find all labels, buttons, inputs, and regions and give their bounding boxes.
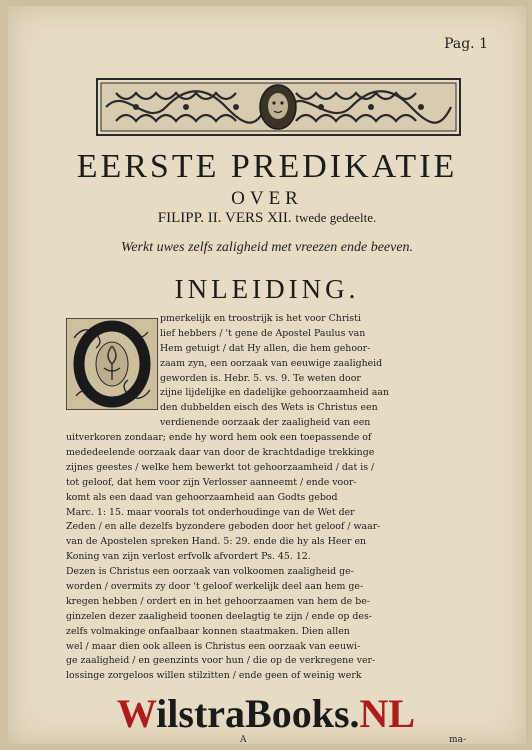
watermark-part1: W xyxy=(116,691,157,736)
page-number: Pag. 1 xyxy=(444,36,488,52)
text-line: kregen hebben / ordert en in het gehoorzaamen van hem de be- xyxy=(66,595,370,607)
text-line: Marc. 1: 15. maar voorals tot onderhoudinge van de Wet der xyxy=(66,506,355,518)
text-line: van de Apostelen spreken Hand. 5: 29. ende die hy als Heer en xyxy=(66,536,367,548)
text-line: Dezen is Christus een oorzaak van volkoomen zaaligheid ge- xyxy=(66,566,354,578)
text-line: Hem getuigt / dat Hy allen, die hem gehoor- xyxy=(160,342,371,354)
text-line: pmerkelijk en troostrijk is het voor Christi xyxy=(160,313,361,324)
text-line: zijne lijdelijke en dadelijke gehoorzaamheid aan xyxy=(160,387,389,399)
text-line: worden / overmits zy door 't geloof werkelijk deel aan hem ge- xyxy=(66,581,364,593)
text-line: Zeden / en alle dezelfs byzondere geboden door het geloof / waar- xyxy=(66,521,381,533)
reference-main: FILIPP. II. VERS XII. xyxy=(157,210,292,226)
text-line: Koning van zijn verlost erfvolk afvordert Ps. 45. 12. xyxy=(66,551,311,563)
text-line: tot geloof, dat hem voor zijn Verlosser aanneemt / ende voor- xyxy=(66,476,357,488)
verse-text: Werkt uwes zelfs zaligheid met vreezen ende beeven. xyxy=(120,240,414,255)
watermark-part2: ilstraBooks. xyxy=(156,691,360,736)
ornamental-headpiece xyxy=(96,78,461,136)
title-over: OVER xyxy=(231,188,303,209)
text-line: den dubbelden eisch des Wets is Christus een xyxy=(160,402,378,414)
text-line: ginzelen dezer zaaligheid toonen deelagtig te zijn / ende op des- xyxy=(66,610,372,622)
text-line: ge zaaligheid / en geenzints voor hun / die op de verkregene ver- xyxy=(66,655,376,667)
text-line: zelfs volmakinge onfaalbaar konnen staatmaken. Dien allen xyxy=(66,625,350,637)
text-line: wel / maar dien ook alleen is Christus een oorzaak van eeuwi- xyxy=(66,640,361,652)
text-line: lief hebbers / 't gene de Apostel Paulus van xyxy=(160,327,366,339)
text-line: verdienende oorzaak der zaaligheid van een xyxy=(160,417,371,429)
body-text xyxy=(66,312,480,684)
text-line: zijnes geestes / welke hem bewerkt tot gehoorzaamheid / dat is / xyxy=(66,461,375,473)
catchword: ma- xyxy=(449,735,466,745)
book-page xyxy=(8,6,526,744)
text-line: uitverkoren zondaar; ende hy word hem ook een toepassende of xyxy=(66,432,372,444)
sermon-title: EERSTE PREDIKATIE xyxy=(76,148,458,185)
signature-mark: A xyxy=(240,735,247,745)
watermark-part3: NL xyxy=(359,691,416,736)
text-line: lossinge zorgeloos willen stilzitten / ende geen of weinig werk xyxy=(66,670,362,682)
text-line: mededeelende oorzaak daar van door de krachtdadige trekkinge xyxy=(66,447,375,459)
scripture-reference xyxy=(8,210,526,227)
text-line: geworden is. Hebr. 5. vs. 9. Te weten door xyxy=(160,372,361,384)
section-heading: INLEIDING. xyxy=(174,274,360,304)
reference-part: twede gedeelte. xyxy=(295,210,377,225)
text-line: zaam zyn, een oorzaak van eeuwige zaaligheid xyxy=(160,357,383,369)
text-line: komt als een daad van gehoorzaamheid aan Godts gebod xyxy=(66,491,338,503)
watermark-logo xyxy=(0,690,532,737)
